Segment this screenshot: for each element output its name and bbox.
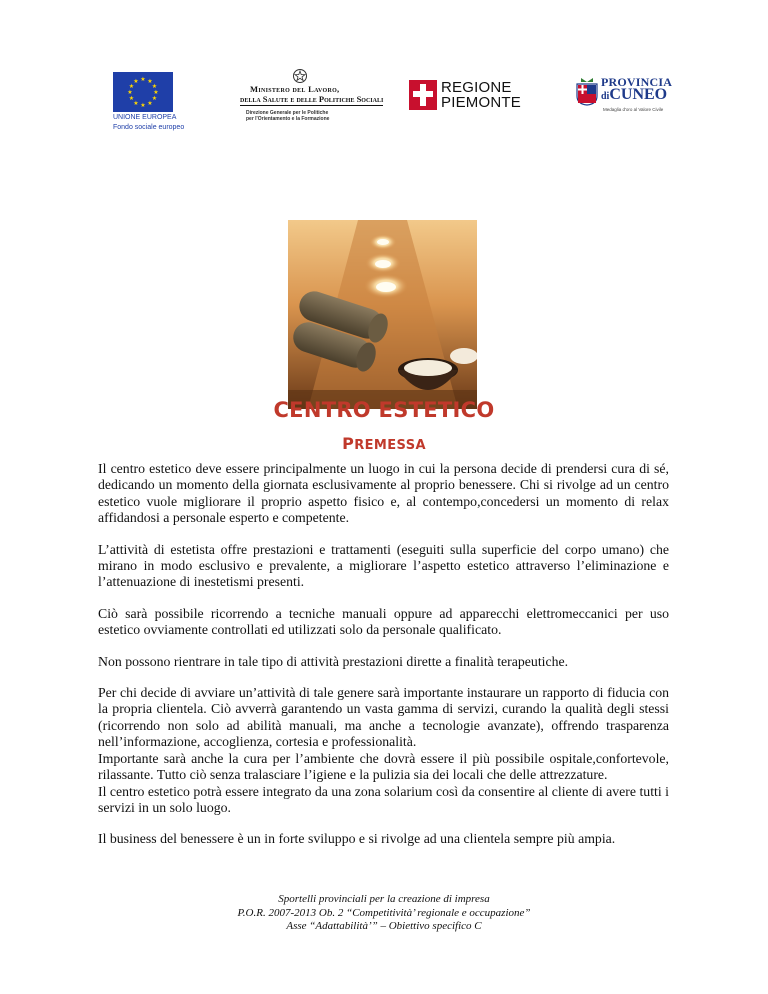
provincia-cuneo-logo [573,70,673,118]
footer-line-1: Sportelli provinciali per la creazione di impresa [278,893,490,905]
ministero-subtitle: della Salute e delle Politiche Sociali [240,94,384,104]
piemonte-label: PIEMONTE [441,94,521,111]
paragraph-4: Non possono rientrare in tale tipo di attività prestazioni dirette a finalità terapeutiche. [98,653,569,669]
svg-text:★: ★ [151,95,158,102]
svg-text:★: ★ [128,83,135,90]
ministero-direction-1: Direzione Generale per le Politiche [246,110,329,116]
eu-label-1: UNIONE EUROPEA [113,114,177,121]
svg-text:★: ★ [133,100,139,107]
eu-flag-icon [113,72,173,112]
section-heading-initial: P [342,434,355,453]
cuneo-label [601,87,667,105]
paragraph-1: Il centro estetico deve essere principalmente un luogo in cui la persona decide di prendersi cura di sé, dedicando un momento della giornata esclusivamente al proprio benessere. Chi si rivolge ad un centro estetico vuole migliorare il proprio aspetto fisico e, al contempo,concedersi un momento di relax affidandosi a personale esperto e competente. [98,461,669,526]
body-text [98,461,669,863]
footer-line-3: Asse “Adattabilità’” – Obiettivo specifico C [286,920,482,932]
svg-text:★: ★ [128,95,135,102]
paragraph-6: Importante sarà anche la cura per l’ambiente che dovrà essere il più possibile ospitale,confortevole, rilassante. Tutto ciò senza tralasciare l’igiene e la pulizia sia dei locali che delle attrezzature. [98,750,669,783]
paragraph-2: L’attività di estetista offre prestazioni e trattamenti (eseguiti sulla superficie del corpo umano) che mirano in modo esclusivo e prevalente, a migliorare l’aspetto estetico attraverso l’eliminazione e l’attenuazione di inestetismi presenti. [98,541,669,590]
logo-bar [0,68,768,131]
svg-text:★: ★ [147,100,153,107]
section-heading [0,434,768,453]
svg-text:★: ★ [133,78,139,85]
svg-text:★: ★ [151,83,158,90]
paragraph-8: Il business del benessere è un in forte sviluppo e si rivolge ad una clientela sempre più ampia. [98,831,616,847]
ministero-direction-2: per l'Orientamento e la Formazione [246,116,330,122]
piemonte-cross-icon [409,80,437,110]
cuneo-name: CUNEO [609,86,668,103]
provincia-tagline: Medaglia d'oro al Valore Civile [603,107,664,112]
footer-line-2: P.O.R. 2007-2013 Ob. 2 “Competitività’ regionale e occupazione” [237,906,531,919]
svg-text:★: ★ [140,102,146,109]
eu-logo [113,72,185,132]
page-title: CENTRO ESTETICO [273,398,495,422]
ministero-title: Ministero del Lavoro, [250,84,340,94]
svg-text:★: ★ [153,89,159,96]
section-heading-rest: REMESSA [354,438,426,453]
regione-label: REGIONE [441,79,512,96]
di-label: di [601,91,610,102]
regione-piemonte-logo [409,80,519,116]
eu-label-2: Fondo sociale europeo [113,124,185,131]
paragraph-7: Il centro estetico potrà essere integrato da una zona solarium così da consentire al cliente di avere tutti i servizi in un solo luogo. [98,783,669,815]
footer [0,893,768,934]
republic-emblem-icon [292,68,308,84]
svg-text:★: ★ [147,78,153,85]
svg-text:★: ★ [140,76,146,83]
paragraph-5: Per chi decide di avviare un’attività di tale genere sarà importante instaurare un rapporto di fiducia con la propria clientela. Ciò avverrà garantendo un vasta gamma di servizi, curando la qualità degli stessi (ricorrendo non solo ad abilità manuali, ma anche a tecnologie avanzate), offrendo trasparenza nell’informazione, accoglienza, cortesia e professionalità. [98,685,669,750]
svg-text:★: ★ [127,89,133,96]
cuneo-crest-icon [575,76,599,106]
paragraph-3: Ciò sarà possibile ricorrendo a tecniche manuali oppure ad apparecchi elettromeccanici per uso estetico ovviamente controllati ed utilizzati solo da personale qualificato. [98,605,669,638]
spa-photo [288,220,477,409]
provincia-label: PROVINCIA [601,75,673,89]
